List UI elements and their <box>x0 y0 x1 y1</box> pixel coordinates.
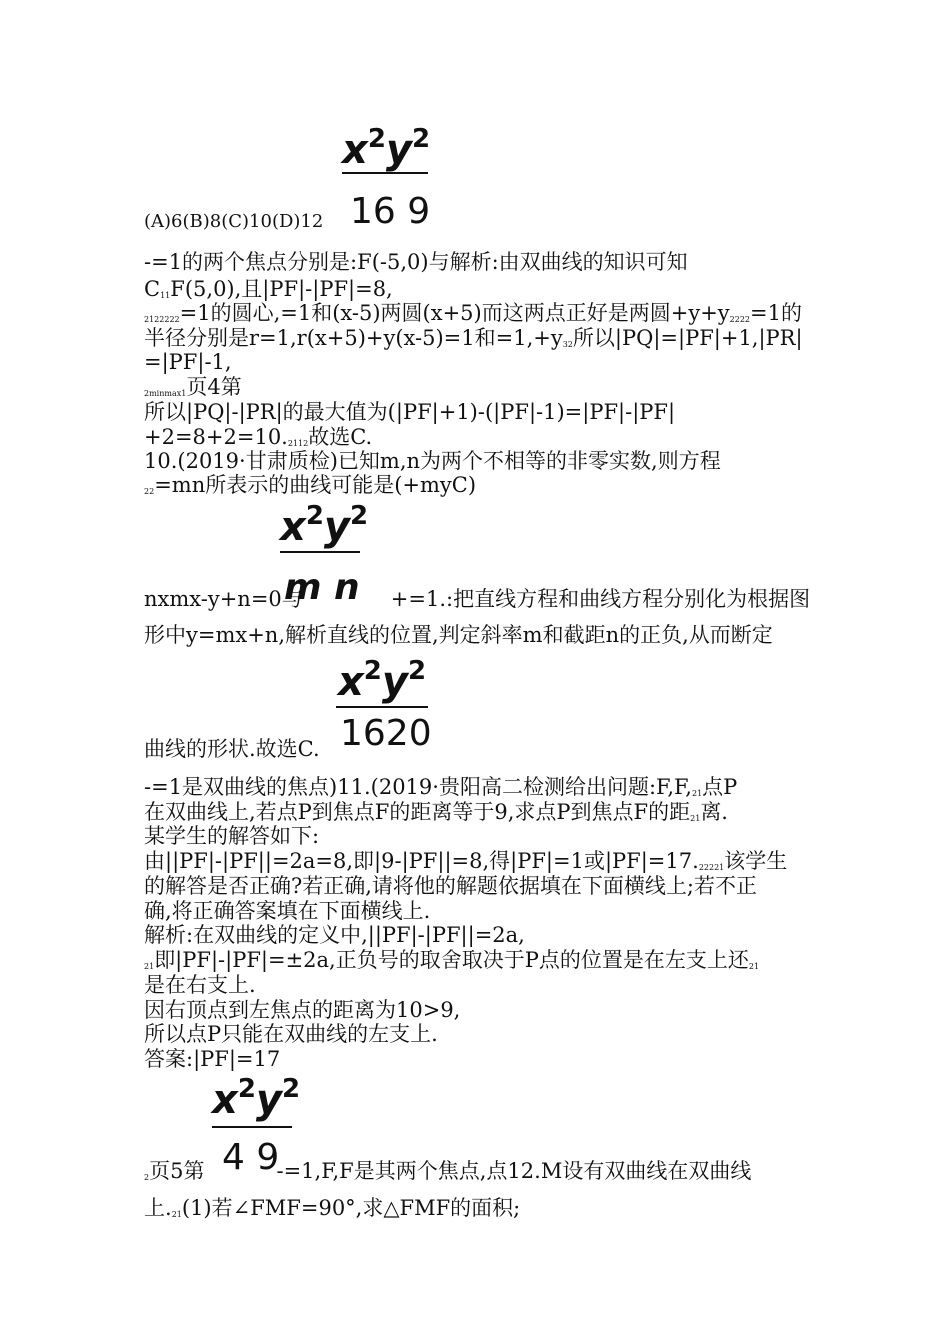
text-line: 某学生的解答如下: <box>144 824 320 848</box>
text-line: 所以点P只能在双曲线的左支上. <box>144 1022 438 1046</box>
text-line: 是在右支上. <box>144 973 256 997</box>
fraction-x2-y2-over-16-20 <box>336 656 428 708</box>
text-line: nxmx-y+n=0与 +=1.:把直线方程和曲线方程分别化为根据图 <box>144 587 811 611</box>
fraction-numerator: $x^2y^2$ <box>337 656 427 705</box>
fraction-x2-y2-over-16-9 <box>342 124 431 174</box>
text-line: =|PF|-1, <box>144 350 232 374</box>
fraction-denominator: 1620 <box>340 713 432 754</box>
text-line: $+2=8+2=10._{2112}$故选C. <box>144 425 373 449</box>
fraction-x2-y2-over-4-9 <box>212 1074 301 1128</box>
fraction-bar <box>212 1126 292 1128</box>
text-line: 解析:在双曲线的定义中,||PF|-|PF||=2a, <box>144 923 525 947</box>
text-line: -=1是双曲线的焦点)11.(2019·贵阳高二检测给出问题$:F,F,_{21}$点P <box>144 775 738 799</box>
text-line: $_2$页5第 -=1,F,F是其两个焦点,点12.M设有双曲线在双曲线 <box>144 1159 752 1183</box>
fraction-numerator: $x^2y^2$ <box>342 124 431 173</box>
fraction-denominator: 16 9 <box>350 191 431 232</box>
fraction-bar <box>336 706 428 708</box>
text-line: (A)6(B)8(C)10(D)12 <box>144 211 324 232</box>
text-line: 10.(2019·甘肃质检)已知m,n为两个不相等的非零实数,则方程 <box>144 449 721 473</box>
text-line: 上$._{21}(1)$若∠FMF=90°,求△FMF的面积; <box>144 1196 521 1220</box>
text-line: 半径分别是r=1,r(x+5)+y(x-5)=1和$=1,+y_{32}$所以|PQ|=|PF|+1,|PR| <box>144 326 803 350</box>
text-line: 由||PF|-|PF||=2a=8,即|9-|PF||=8,得|PF|=1或$|PF|=17._{22221}$该学生 <box>144 849 788 873</box>
text-line: $C_{11}F(5,0)$,且|PF|-|PF|=8, <box>144 277 393 301</box>
text-line: 形中y=mx+n,解析直线的位置,判定斜率m和截距n的正负,从而断定 <box>144 623 773 647</box>
text-line: 在双曲线上,若点P到焦点F的距离等于9,求点P到焦点F的距$_{21}$离. <box>144 800 728 824</box>
text-line: $_{22}$=mn所表示的曲线可能是(+myC) <box>144 473 477 497</box>
fraction-x2-y2-over-m-n <box>280 501 369 553</box>
text-line: 的解答是否正确?若正确,请将他的解题依据填在下面横线上;若不正 <box>144 874 758 898</box>
fraction-numerator: $x^2y^2$ <box>280 501 369 550</box>
fraction-numerator: $x^2y^2$ <box>212 1074 301 1123</box>
text-line: 因右顶点到左焦点的距离为10>9, <box>144 998 461 1022</box>
text-line: $_{2minmax1}$页4第 <box>144 375 242 399</box>
text-line: 曲线的形状.故选C. <box>144 737 320 761</box>
fraction-denominator: 4 9 <box>222 1137 280 1178</box>
text-line: $_{21}$即|PF|-|PF|=±2a,正负号的取舍取决于P点的位置是在左支上还$_{21}$ <box>144 948 760 972</box>
text-line: $_{2122222}$=1的圆心,=1和(x-5)两圆(x+5)而这两点正好是两圆$+y+y_{2222}=1$的 <box>144 301 802 325</box>
fraction-bar <box>280 551 360 553</box>
fraction-denominator: m n <box>284 567 360 608</box>
text-line: -=1的两个焦点分别是:F(-5,0)与解析:由双曲线的知识可知 <box>144 250 688 274</box>
text-line: 所以|PQ|-|PR|的最大值为(|PF|+1)-(|PF|-1)=|PF|-|PF| <box>144 400 676 424</box>
text-line: 确,将正确答案填在下面横线上. <box>144 899 431 923</box>
text-line: 答案:|PF|=17 <box>144 1047 281 1071</box>
